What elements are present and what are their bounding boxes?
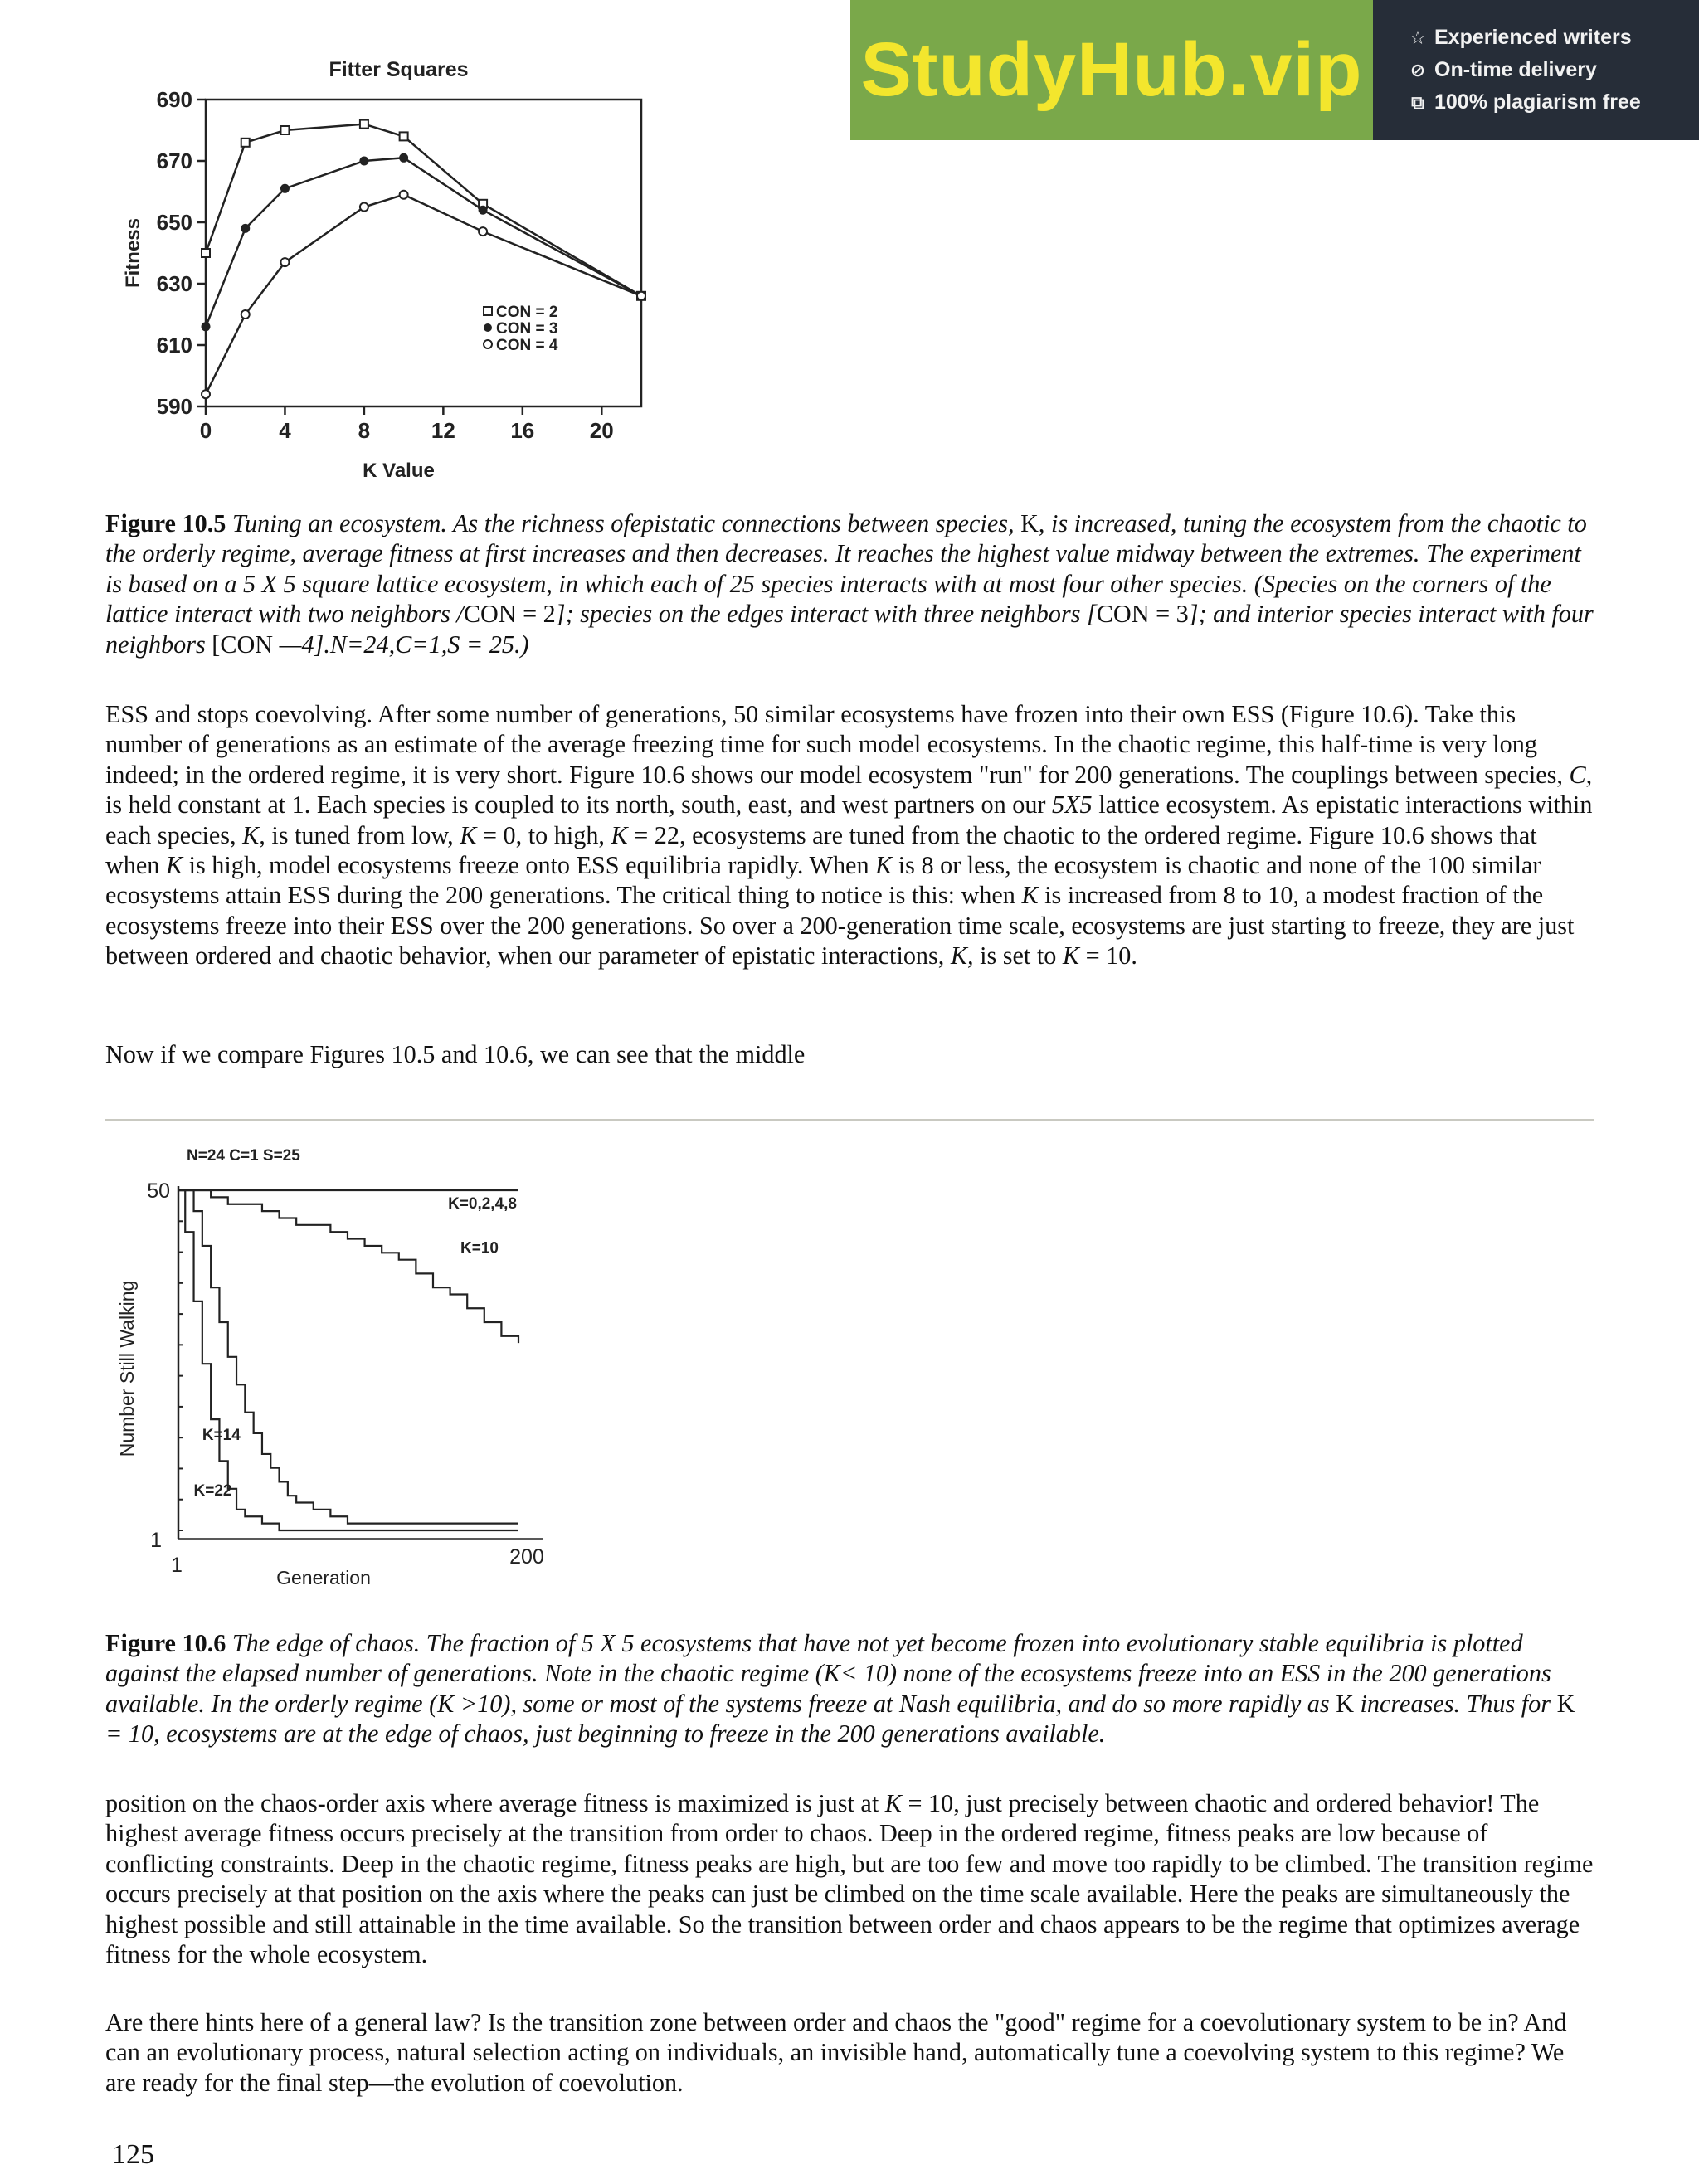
chart-title: Fitter Squares xyxy=(329,58,469,81)
figure-label: Figure 10.6 xyxy=(105,1629,226,1657)
caption-text: is increased, tuning the ecosystem from the chaotic to the orderly regime, average fitness at first increases and then decreases. It reaches the highest value midway between the extremes. The experiment is based on a 5 X 5 square lattice ecosystem, in which each of 25 species interacts with at most four other species. (Species on the corners of the lattice interact with two neighbors / xyxy=(105,509,1587,629)
legend-marker xyxy=(484,307,492,315)
perk-text: 100% plagiarism free xyxy=(1434,90,1641,114)
y-tick-label: 650 xyxy=(156,210,192,235)
data-point xyxy=(241,310,250,319)
var: 5X5 xyxy=(1052,790,1093,820)
series-label: K=14 xyxy=(202,1427,241,1445)
y-tick-label: 690 xyxy=(156,87,192,112)
series-line xyxy=(178,1190,518,1343)
var: K xyxy=(1062,941,1080,970)
var: K, xyxy=(242,820,265,849)
x-tick-label: 1 xyxy=(171,1554,183,1577)
series-label: K=22 xyxy=(193,1482,232,1501)
legend-label: CON = 4 xyxy=(496,337,558,354)
brand-logo[interactable] xyxy=(850,0,1373,140)
y-tick-label: 1 xyxy=(150,1529,162,1552)
copy-icon: ⧉ xyxy=(1411,91,1424,113)
caption-var: [CON xyxy=(212,630,274,659)
caption-var: K, xyxy=(1020,509,1045,537)
body-paragraph-1 xyxy=(105,699,1594,971)
chart-title: N=24 C=1 S=25 xyxy=(187,1147,300,1165)
still-walking-chart xyxy=(104,1141,568,1588)
text: is set to xyxy=(980,941,1057,970)
caption-text: ]; and interior species interact with four neighbors xyxy=(105,600,1594,659)
x-tick-label: 0 xyxy=(199,418,212,443)
y-axis-label: Fitness xyxy=(122,217,144,289)
x-tick-label: 4 xyxy=(279,418,291,443)
data-point xyxy=(360,203,368,212)
var: K xyxy=(875,851,893,880)
data-point xyxy=(241,224,250,233)
text: is tuned from low, xyxy=(271,820,454,849)
brand-name: StudyHub.vip xyxy=(860,27,1363,112)
figure-10-6-caption xyxy=(105,1628,1594,1749)
y-tick-label: 610 xyxy=(156,333,192,358)
x-axis-label: Generation xyxy=(276,1567,371,1588)
perk-item xyxy=(1408,26,1699,50)
series-label: K=10 xyxy=(460,1239,499,1257)
perk-item xyxy=(1408,58,1699,82)
section-divider xyxy=(105,1119,1594,1121)
var: K xyxy=(611,820,628,849)
caption-text: = 10, ecosystems are at the edge of chaos, just beginning to freeze in the 200 generations available. xyxy=(105,1719,1106,1749)
data-point xyxy=(399,153,408,163)
caption-var: K xyxy=(1336,1689,1354,1718)
y-tick-label: 50 xyxy=(147,1180,170,1203)
text: = 0, to high, xyxy=(482,820,605,849)
data-point xyxy=(280,126,289,134)
y-tick-label: 590 xyxy=(156,394,192,419)
data-point xyxy=(202,249,210,257)
fitness-chart xyxy=(108,50,672,481)
caption-text: increases. Thus for xyxy=(1360,1689,1551,1718)
x-tick-label: 20 xyxy=(589,418,614,443)
caption-text: —4].N=24,C=1,S = 25.) xyxy=(279,630,529,659)
data-point xyxy=(479,206,488,215)
promo-banner[interactable] xyxy=(850,0,1699,140)
caption-text: Tuning an ecosystem. As the richness ofepistatic connections between species, xyxy=(231,509,1015,537)
data-point xyxy=(400,132,408,140)
text: is held constant at 1. Each species is coupled to its north, south, east, and west partners on our xyxy=(105,790,1046,820)
legend-marker xyxy=(484,323,492,332)
body-paragraph-4: Are there hints here of a general law? Is the transition zone between order and chaos the "good" regime for a coevolutionary system to be in? And can an evolutionary process, natural selection acting on individuals, an invisible hand, automatically tune a coevolving system to this regime? We are ready for the final step—the evolution of coevolution. xyxy=(105,2008,1567,2097)
x-tick-label: 12 xyxy=(431,418,455,443)
series-line xyxy=(206,195,641,395)
text: is increased from 8 to 10, a modest fraction of the ecosystems freeze into their ESS over the 200 generations. So over a 200-generation time scale, ecosystems are just starting to freeze, they are just between ordered and chaotic behavior, when our parameter of epistatic interactions, xyxy=(105,881,1575,970)
text: lattice ecosystem. As epistatic interactions within each species, xyxy=(105,790,1593,849)
text: is 8 or less, the ecosystem is chaotic and none of the 100 similar ecosystems attain ESS during the 200 generations. The critical thing to notice is this: when xyxy=(105,851,1541,910)
data-point xyxy=(479,227,487,236)
text: = 10, just precisely between chaotic and ordered behavior! The highest average fitness occurs precisely at the transition from order to chaos. Deep in the ordered regime, fitness peaks are low because of conflicting constraints. Deep in the chaotic regime, fitness peaks are high, but are too few and move too rapidly to be climbed. The transition regime occurs precisely at that position on the axis where the peaks can just be climbed on the time scale available. Here the peaks are simultaneously the highest possible and still attainable in the time available. So the transition between order and chaos appears to be the regime that optimizes average fitness for the whole ecosystem. xyxy=(105,1789,1594,1969)
figure-label: Figure 10.5 xyxy=(105,509,226,537)
text: = 10. xyxy=(1085,941,1137,970)
var: K xyxy=(1021,881,1039,910)
legend-label: CON = 2 xyxy=(496,304,558,321)
data-point xyxy=(360,120,368,129)
y-axis-label: Number Still Walking xyxy=(116,1280,138,1457)
caption-var: K xyxy=(1556,1689,1575,1718)
var: K xyxy=(165,851,183,880)
data-point xyxy=(280,258,289,266)
perk-item xyxy=(1408,90,1699,114)
body-paragraph-2: Now if we compare Figures 10.5 and 10.6, we can see that the middle xyxy=(105,1040,806,1068)
var: K xyxy=(460,820,477,849)
caption-var: CON = 2 xyxy=(463,600,556,629)
data-point xyxy=(400,191,408,199)
series-label: K=0,2,4,8 xyxy=(448,1195,517,1213)
x-tick-label: 16 xyxy=(510,418,535,443)
data-point xyxy=(359,157,368,166)
var: K xyxy=(884,1789,902,1817)
figure-10-5-caption xyxy=(105,508,1594,659)
caption-text: The edge of chaos. The fraction of 5 X 5 ecosystems that have not yet become frozen into evolutionary stable equilibria is plotted against the elapsed number of generations. Note in the chaotic regime (K< 10) none of the ecosystems freeze into an ESS in the 200 generations available. In the orderly regime (K >10), some or most of the systems freeze at Nash equilibria, and do so more rapidly as xyxy=(105,1629,1551,1718)
series-line xyxy=(206,158,641,326)
data-point xyxy=(202,322,211,331)
star-icon: ☆ xyxy=(1409,27,1426,48)
text: = 22, ecosystems are tuned from the chaotic to the ordered regime. Figure 10.6 shows that when xyxy=(105,820,1537,880)
text: is high, model ecosystems freeze onto ESS equilibria rapidly. When xyxy=(188,851,869,880)
perk-list xyxy=(1373,0,1699,140)
x-tick-label: 8 xyxy=(358,418,371,443)
x-axis-label: K Value xyxy=(363,460,435,481)
caption-var: CON = 3 xyxy=(1096,600,1189,629)
data-point xyxy=(241,139,250,147)
y-tick-label: 630 xyxy=(156,271,192,296)
perk-text: On-time delivery xyxy=(1434,58,1597,81)
x-tick-label: 200 xyxy=(509,1545,544,1569)
text: ESS and stops coevolving. After some number of generations, 50 similar ecosystems have frozen into their own ESS (Figure 10.6). Take this number of generations as an estimate of the average freezing time for such model ecosystems. In the chaotic regime, this half-time is very long indeed; in the ordered regime, it is very short. Figure 10.6 shows our model ecosystem "run" for 200 generations. The couplings between species, xyxy=(105,700,1563,789)
var: K, xyxy=(950,941,974,970)
page-number: 125 xyxy=(112,2139,154,2170)
body-paragraph-3 xyxy=(105,1788,1594,1969)
data-point xyxy=(637,292,645,300)
plot-frame xyxy=(206,100,641,406)
y-tick-label: 670 xyxy=(156,148,192,173)
legend-marker xyxy=(484,340,492,348)
var: C, xyxy=(1569,760,1593,789)
data-point xyxy=(280,184,290,193)
data-point xyxy=(202,390,210,398)
caption-text: ]; species on the edges interact with three neighbors [ xyxy=(555,600,1097,629)
perk-text: Experienced writers xyxy=(1434,26,1632,49)
clock-icon: ⊘ xyxy=(1409,59,1426,80)
text: position on the chaos-order axis where average fitness is maximized is just at xyxy=(105,1789,879,1817)
legend-label: CON = 3 xyxy=(496,320,558,338)
